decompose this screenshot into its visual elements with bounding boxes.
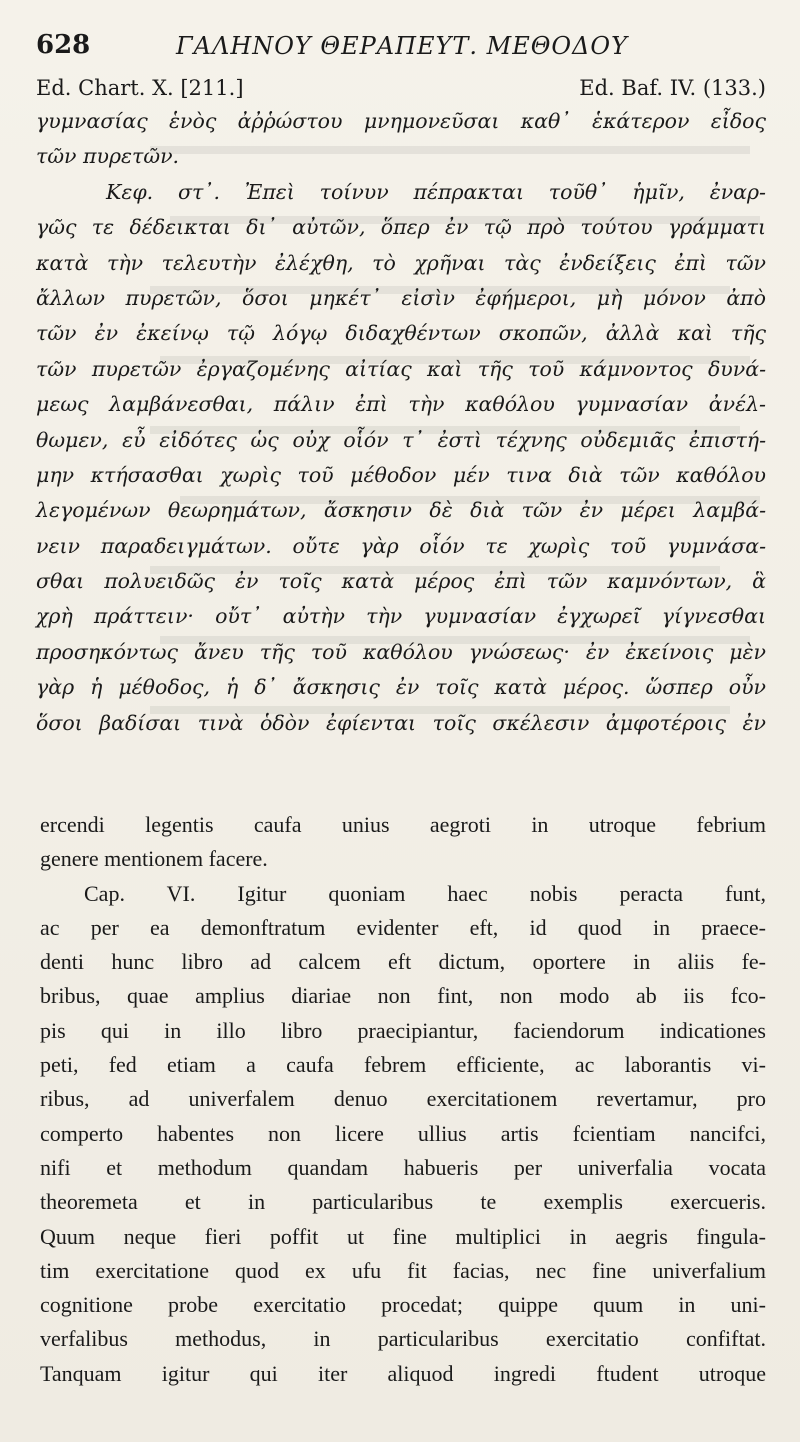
greek-line: λεγομένων θεωρημάτων, ἄσκησιν δὲ διὰ τῶν ἐν μέρει λαμβά- [36,498,766,523]
greek-line: κατὰ τὴν τελευτὴν ἐλέχθη, τὸ χρῆναι τὰς ἐνδείξεις ἐπὶ τῶν [36,250,766,275]
latin-line: nifi et methodum quandam habueris per univerfalia vocata [40,1154,766,1180]
page-header [36,30,766,66]
greek-line: γὰρ ἡ μέθοδος, ἡ δ᾽ ἄσκησις ἐν τοῖς κατὰ μέρος. ὥσπερ οὖν [36,675,766,700]
greek-line: σθαι πολυειδῶς ἐν τοῖς κατὰ μέρος ἐπὶ τῶν καμνόντων, ἃ [36,569,766,594]
greek-line: χρὴ πράττειν· οὔτ᾽ αὐτὴν τὴν γυμνασίαν ἐγχωρεῖ γίγνεσθαι [36,604,766,629]
greek-text-block [36,104,766,741]
latin-text-block [40,808,766,1391]
latin-line: bribus, quae amplius diariae non fint, non modo ab iis fco- [40,983,766,1009]
greek-line: ἄλλων πυρετῶν, ὅσοι μηκέτ᾽ εἰσὶν ἐφήμεροι, μὴ μόνον ἀπὸ [36,285,766,310]
greek-line: γῶς τε δέδεικται δι᾽ αὐτῶν, ὅπερ ἐν τῷ πρὸ τούτου γράμματι [36,215,766,240]
edition-references [36,76,766,106]
latin-line: Quum neque fieri poffit ut fine multiplici in aegris fingula- [40,1223,766,1249]
greek-line: μεως λαμβάνεσθαι, πάλιν ἐπὶ τὴν καθόλου γυμνασίαν ἀνέλ- [36,392,766,417]
greek-line: τῶν πυρετῶν ἐργαζομένης αἰτίας καὶ τῆς τοῦ κάμνοντος δυνά- [36,356,766,381]
greek-line: μην κτήσασθαι χωρὶς τοῦ μέθοδον μέν τινα διὰ τῶν καθόλου [36,462,766,487]
latin-line: comperto habentes non licere ullius artis fcientiam nancifci, [40,1120,766,1146]
latin-line: Tanquam igitur qui iter aliquod ingredi ftudent utroque [40,1360,766,1386]
latin-line: theoremeta et in particularibus te exemplis exercueris. [40,1189,766,1215]
latin-line: peti, fed etiam a caufa febrem efficiente, ac laborantis vi- [40,1052,766,1078]
latin-line: verfalibus methodus, in particularibus exercitatio confiftat. [40,1326,766,1352]
latin-line: ercendi legentis caufa unius aegroti in utroque febrium [40,812,766,837]
latin-line: cognitione probe exercitatio procedat; quippe quum in uni- [40,1292,766,1318]
greek-line: τῶν ἐν ἐκείνῳ τῷ λόγῳ διδαχθέντων σκοπῶν, ἀλλὰ καὶ τῆς [36,321,766,346]
latin-line: ribus, ad univerfalem denuo exercitationem revertamur, pro [40,1086,766,1112]
latin-line: ac per ea demonftratum evidenter eft, id quod in praece- [40,914,766,940]
edition-basel-ref: Ed. Baf. IV. (133.) [579,76,766,100]
greek-line: τῶν πυρετῶν. [36,144,180,169]
latin-line: pis qui in illo libro praecipiantur, faciendorum indicationes [40,1017,766,1043]
greek-line: γυμνασίας ἑνὸς ἀῤῥώστου μνημονεῦσαι καθ᾽ ἑκάτερον εἶδος [36,109,766,133]
latin-chapter-heading-line: Cap. VI. Igitur quoniam haec nobis peracta funt, [84,880,766,906]
latin-line: genere mentionem facere. [40,846,268,872]
greek-line: νειν παραδειγμάτων. οὔτε γὰρ οἷόν τε χωρὶς τοῦ γυμνάσα- [36,533,766,558]
greek-chapter-heading-line: Κεφ. στ᾽. Ἐπεὶ τοίνυν πέπρακται τοῦθ᾽ ἡμῖν, ἐναρ- [106,179,766,204]
greek-line: θωμεν, εὖ εἰδότες ὡς οὐχ οἷόν τ᾽ ἐστὶ τέχνης οὐδεμιᾶς ἐπιστή- [36,427,766,452]
greek-line: ὅσοι βαδίσαι τινὰ ὁδὸν ἐφίενται τοῖς σκέλεσιν ἀμφοτέροις ἐν [36,710,766,735]
latin-line: denti hunc libro ad calcem eft dictum, oportere in aliis fe- [40,949,766,975]
greek-line: προσηκόντως ἄνευ τῆς τοῦ καθόλου γνώσεως· ἐν ἐκείνοις μὲν [36,639,766,664]
running-title: ΓΑΛΗΝΟΥ ΘΕΡΑΠΕΥΤ. ΜΕΘΟΔΟΥ [176,32,628,60]
page-number: 628 [36,30,91,60]
latin-line: tim exercitatione quod ex ufu fit facias, nec fine univerfalium [40,1257,766,1283]
edition-chartier-ref: Ed. Chart. X. [211.] [36,76,244,100]
